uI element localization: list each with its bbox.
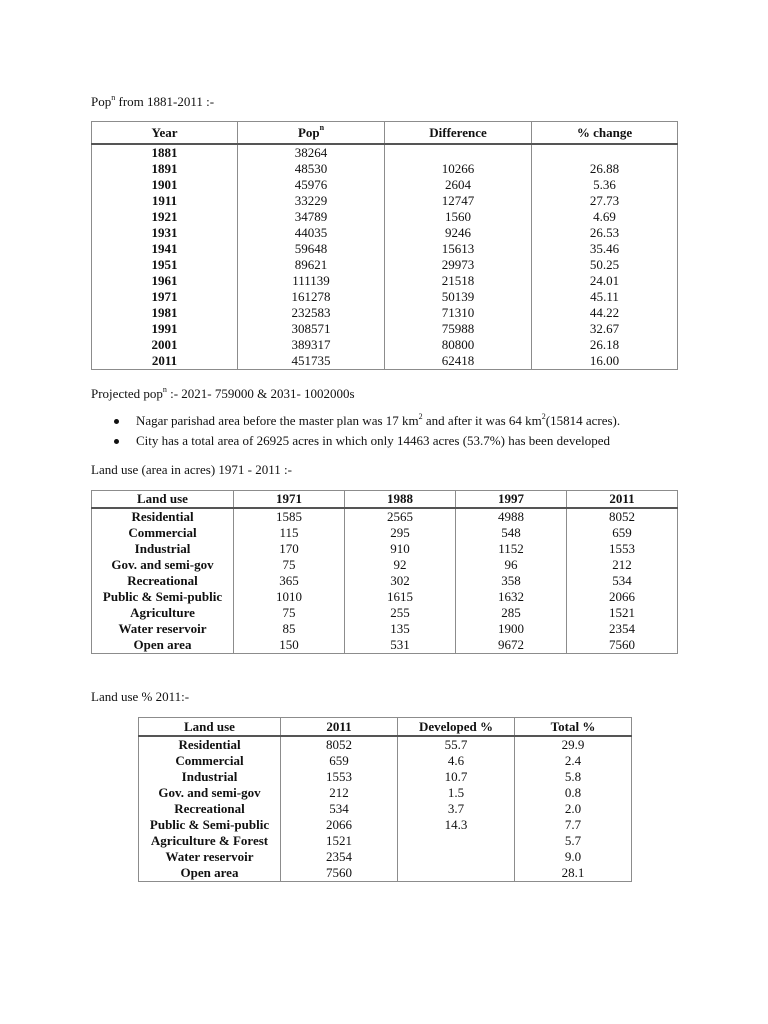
landuse-heading: Land use (area in acres) 1971 - 2011 :- <box>91 462 292 477</box>
bullet-area-superscript-2: 2 <box>541 411 546 421</box>
value-2011-cell: 2354 <box>567 621 678 637</box>
population-cell: 44035 <box>238 225 385 241</box>
land-use-cell: Open area <box>139 865 281 882</box>
value-2011-cell: 1521 <box>281 833 398 849</box>
value-1997-cell: 9672 <box>456 637 567 654</box>
bullet-area-text-a: Nagar parishad area before the master plan was 17 km <box>136 413 419 428</box>
value-2011-cell: 8052 <box>567 508 678 525</box>
table-row <box>139 817 632 833</box>
bullet-area-text-c: (15814 acres). <box>545 413 621 428</box>
column-header-year: Year <box>92 122 238 145</box>
table-row <box>139 801 632 817</box>
table-row <box>92 541 678 557</box>
landuse-percent-heading: Land use % 2011:- <box>91 689 190 704</box>
percent-change-cell: 5.36 <box>532 177 678 193</box>
value-1997-cell: 358 <box>456 573 567 589</box>
table-row <box>139 753 632 769</box>
land-use-cell: Public & Semi-public <box>92 589 234 605</box>
difference-cell: 29973 <box>385 257 532 273</box>
land-use-cell: Water reservoir <box>92 621 234 637</box>
developed-percent-cell <box>398 849 515 865</box>
total-percent-cell: 9.0 <box>515 849 632 865</box>
population-cell: 451735 <box>238 353 385 370</box>
population-cell: 111139 <box>238 273 385 289</box>
landuse-area-header-row <box>92 491 678 509</box>
value-1997-cell: 1632 <box>456 589 567 605</box>
value-1988-cell: 295 <box>345 525 456 541</box>
land-use-cell: Residential <box>92 508 234 525</box>
column-header-population <box>238 122 385 145</box>
value-1997-cell: 285 <box>456 605 567 621</box>
table-row <box>92 193 678 209</box>
developed-percent-cell: 3.7 <box>398 801 515 817</box>
population-table <box>91 121 678 370</box>
value-2011-cell: 212 <box>567 557 678 573</box>
difference-cell: 50139 <box>385 289 532 305</box>
value-2011-cell: 534 <box>567 573 678 589</box>
difference-cell: 62418 <box>385 353 532 370</box>
value-1988-cell: 531 <box>345 637 456 654</box>
total-percent-cell: 28.1 <box>515 865 632 882</box>
difference-cell: 12747 <box>385 193 532 209</box>
value-2011-cell: 2066 <box>567 589 678 605</box>
percent-change-cell: 27.73 <box>532 193 678 209</box>
area-bullet-list <box>110 411 710 451</box>
table-row <box>92 257 678 273</box>
table-row <box>92 353 678 370</box>
population-cell: 33229 <box>238 193 385 209</box>
value-1997-cell: 4988 <box>456 508 567 525</box>
value-1988-cell: 910 <box>345 541 456 557</box>
population-cell: 38264 <box>238 144 385 161</box>
column-header-1971: 1971 <box>234 491 345 509</box>
value-1988-cell: 255 <box>345 605 456 621</box>
total-percent-cell: 5.7 <box>515 833 632 849</box>
value-1988-cell: 2565 <box>345 508 456 525</box>
value-2011-cell: 7560 <box>281 865 398 882</box>
value-1971-cell: 75 <box>234 605 345 621</box>
column-header-developed-percent: Developed % <box>398 718 515 737</box>
table-row <box>92 637 678 654</box>
table-row <box>139 849 632 865</box>
total-percent-cell: 29.9 <box>515 736 632 753</box>
table-row <box>92 589 678 605</box>
table-row <box>92 305 678 321</box>
population-cell: 48530 <box>238 161 385 177</box>
projected-population-values: :- 2021- 759000 & 2031- 1002000s <box>166 386 355 401</box>
land-use-cell: Gov. and semi-gov <box>139 785 281 801</box>
percent-change-cell: 45.11 <box>532 289 678 305</box>
population-heading-text: Pop <box>91 94 112 109</box>
column-header-2011: 2011 <box>281 718 398 737</box>
year-cell: 2001 <box>92 337 238 353</box>
percent-change-cell: 32.67 <box>532 321 678 337</box>
projected-population-label: Projected pop <box>91 386 163 401</box>
land-use-cell: Commercial <box>92 525 234 541</box>
population-cell: 389317 <box>238 337 385 353</box>
value-2011-cell: 7560 <box>567 637 678 654</box>
table-row <box>139 865 632 882</box>
column-header-2011: 2011 <box>567 491 678 509</box>
percent-change-cell: 50.25 <box>532 257 678 273</box>
year-cell: 1911 <box>92 193 238 209</box>
population-cell: 308571 <box>238 321 385 337</box>
difference-cell <box>385 144 532 161</box>
percent-change-cell: 4.69 <box>532 209 678 225</box>
total-percent-cell: 7.7 <box>515 817 632 833</box>
table-row <box>92 225 678 241</box>
population-table-header-row <box>92 122 678 145</box>
value-2011-cell: 8052 <box>281 736 398 753</box>
difference-cell: 71310 <box>385 305 532 321</box>
developed-percent-cell: 4.6 <box>398 753 515 769</box>
table-row <box>92 337 678 353</box>
table-row <box>92 289 678 305</box>
projected-population <box>91 386 355 402</box>
year-cell: 1951 <box>92 257 238 273</box>
column-header-land-use: Land use <box>92 491 234 509</box>
value-1997-cell: 548 <box>456 525 567 541</box>
year-cell: 1931 <box>92 225 238 241</box>
year-cell: 1971 <box>92 289 238 305</box>
developed-percent-cell: 1.5 <box>398 785 515 801</box>
developed-percent-cell <box>398 833 515 849</box>
percent-change-cell: 44.22 <box>532 305 678 321</box>
difference-cell: 9246 <box>385 225 532 241</box>
year-cell: 2011 <box>92 353 238 370</box>
value-1971-cell: 85 <box>234 621 345 637</box>
percent-change-cell: 24.01 <box>532 273 678 289</box>
value-1971-cell: 1585 <box>234 508 345 525</box>
percent-change-cell: 26.18 <box>532 337 678 353</box>
table-row <box>92 144 678 161</box>
bullet-item-developed <box>110 431 710 451</box>
year-cell: 1961 <box>92 273 238 289</box>
population-heading-range: from 1881-2011 :- <box>115 94 215 109</box>
year-cell: 1991 <box>92 321 238 337</box>
land-use-cell: Gov. and semi-gov <box>92 557 234 573</box>
column-header-land-use: Land use <box>139 718 281 737</box>
population-cell: 45976 <box>238 177 385 193</box>
landuse-percent-header-row <box>139 718 632 737</box>
total-percent-cell: 5.8 <box>515 769 632 785</box>
developed-percent-cell: 55.7 <box>398 736 515 753</box>
table-row <box>139 785 632 801</box>
table-row <box>92 525 678 541</box>
year-cell: 1941 <box>92 241 238 257</box>
land-use-cell: Commercial <box>139 753 281 769</box>
difference-cell: 10266 <box>385 161 532 177</box>
landuse-area-table <box>91 490 678 654</box>
value-1988-cell: 135 <box>345 621 456 637</box>
land-use-cell: Residential <box>139 736 281 753</box>
difference-cell: 80800 <box>385 337 532 353</box>
value-1997-cell: 1152 <box>456 541 567 557</box>
column-header-1988: 1988 <box>345 491 456 509</box>
value-2011-cell: 1553 <box>281 769 398 785</box>
value-2011-cell: 659 <box>281 753 398 769</box>
land-use-cell: Industrial <box>92 541 234 557</box>
difference-cell: 1560 <box>385 209 532 225</box>
developed-percent-cell <box>398 865 515 882</box>
bullet-dot-icon <box>114 439 119 444</box>
column-header-1997: 1997 <box>456 491 567 509</box>
value-1971-cell: 1010 <box>234 589 345 605</box>
table-row <box>92 573 678 589</box>
table-row <box>92 177 678 193</box>
population-cell: 34789 <box>238 209 385 225</box>
value-2011-cell: 534 <box>281 801 398 817</box>
bullet-developed-text: City has a total area of 26925 acres in which only 14463 acres (53.7%) has been developed <box>136 433 610 448</box>
percent-change-cell: 26.88 <box>532 161 678 177</box>
year-cell: 1881 <box>92 144 238 161</box>
land-use-cell: Agriculture & Forest <box>139 833 281 849</box>
year-cell: 1901 <box>92 177 238 193</box>
land-use-cell: Open area <box>92 637 234 654</box>
difference-cell: 75988 <box>385 321 532 337</box>
table-row <box>92 241 678 257</box>
column-header-population-superscript: n <box>319 123 325 133</box>
population-cell: 59648 <box>238 241 385 257</box>
value-1971-cell: 75 <box>234 557 345 573</box>
value-1988-cell: 92 <box>345 557 456 573</box>
table-row <box>92 621 678 637</box>
population-heading <box>91 94 214 110</box>
column-header-difference: Difference <box>385 122 532 145</box>
value-2011-cell: 2354 <box>281 849 398 865</box>
total-percent-cell: 2.0 <box>515 801 632 817</box>
bullet-area-text-b: and after it was 64 km <box>422 413 542 428</box>
land-use-cell: Agriculture <box>92 605 234 621</box>
value-2011-cell: 1521 <box>567 605 678 621</box>
column-header-population-text: Pop <box>297 124 320 140</box>
percent-change-cell: 16.00 <box>532 353 678 370</box>
year-cell: 1981 <box>92 305 238 321</box>
population-cell: 89621 <box>238 257 385 273</box>
table-row <box>92 321 678 337</box>
value-1971-cell: 150 <box>234 637 345 654</box>
projected-population-superscript: n <box>162 384 167 394</box>
column-header-percent-change: % change <box>532 122 678 145</box>
developed-percent-cell: 10.7 <box>398 769 515 785</box>
difference-cell: 21518 <box>385 273 532 289</box>
value-1971-cell: 365 <box>234 573 345 589</box>
difference-cell: 2604 <box>385 177 532 193</box>
value-2011-cell: 2066 <box>281 817 398 833</box>
land-use-cell: Recreational <box>139 801 281 817</box>
value-1971-cell: 170 <box>234 541 345 557</box>
population-cell: 232583 <box>238 305 385 321</box>
table-row <box>139 736 632 753</box>
table-row <box>92 605 678 621</box>
population-cell: 161278 <box>238 289 385 305</box>
value-2011-cell: 212 <box>281 785 398 801</box>
table-row <box>92 273 678 289</box>
difference-cell: 15613 <box>385 241 532 257</box>
total-percent-cell: 2.4 <box>515 753 632 769</box>
column-header-total-percent: Total % <box>515 718 632 737</box>
table-row <box>139 769 632 785</box>
bullet-area-superscript-1: 2 <box>418 411 423 421</box>
percent-change-cell: 35.46 <box>532 241 678 257</box>
value-1971-cell: 115 <box>234 525 345 541</box>
bullet-item-area <box>110 411 710 431</box>
value-2011-cell: 1553 <box>567 541 678 557</box>
value-1997-cell: 1900 <box>456 621 567 637</box>
percent-change-cell: 26.53 <box>532 225 678 241</box>
table-row <box>92 557 678 573</box>
year-cell: 1921 <box>92 209 238 225</box>
land-use-cell: Recreational <box>92 573 234 589</box>
land-use-cell: Public & Semi-public <box>139 817 281 833</box>
value-1988-cell: 302 <box>345 573 456 589</box>
year-cell: 1891 <box>92 161 238 177</box>
value-1988-cell: 1615 <box>345 589 456 605</box>
value-1997-cell: 96 <box>456 557 567 573</box>
bullet-dot-icon <box>114 419 119 424</box>
landuse-percent-table <box>138 717 632 882</box>
value-2011-cell: 659 <box>567 525 678 541</box>
table-row <box>92 508 678 525</box>
population-heading-superscript: n <box>111 92 116 102</box>
land-use-cell: Water reservoir <box>139 849 281 865</box>
land-use-cell: Industrial <box>139 769 281 785</box>
table-row <box>92 209 678 225</box>
table-row <box>139 833 632 849</box>
percent-change-cell <box>532 144 678 161</box>
table-row <box>92 161 678 177</box>
developed-percent-cell: 14.3 <box>398 817 515 833</box>
total-percent-cell: 0.8 <box>515 785 632 801</box>
